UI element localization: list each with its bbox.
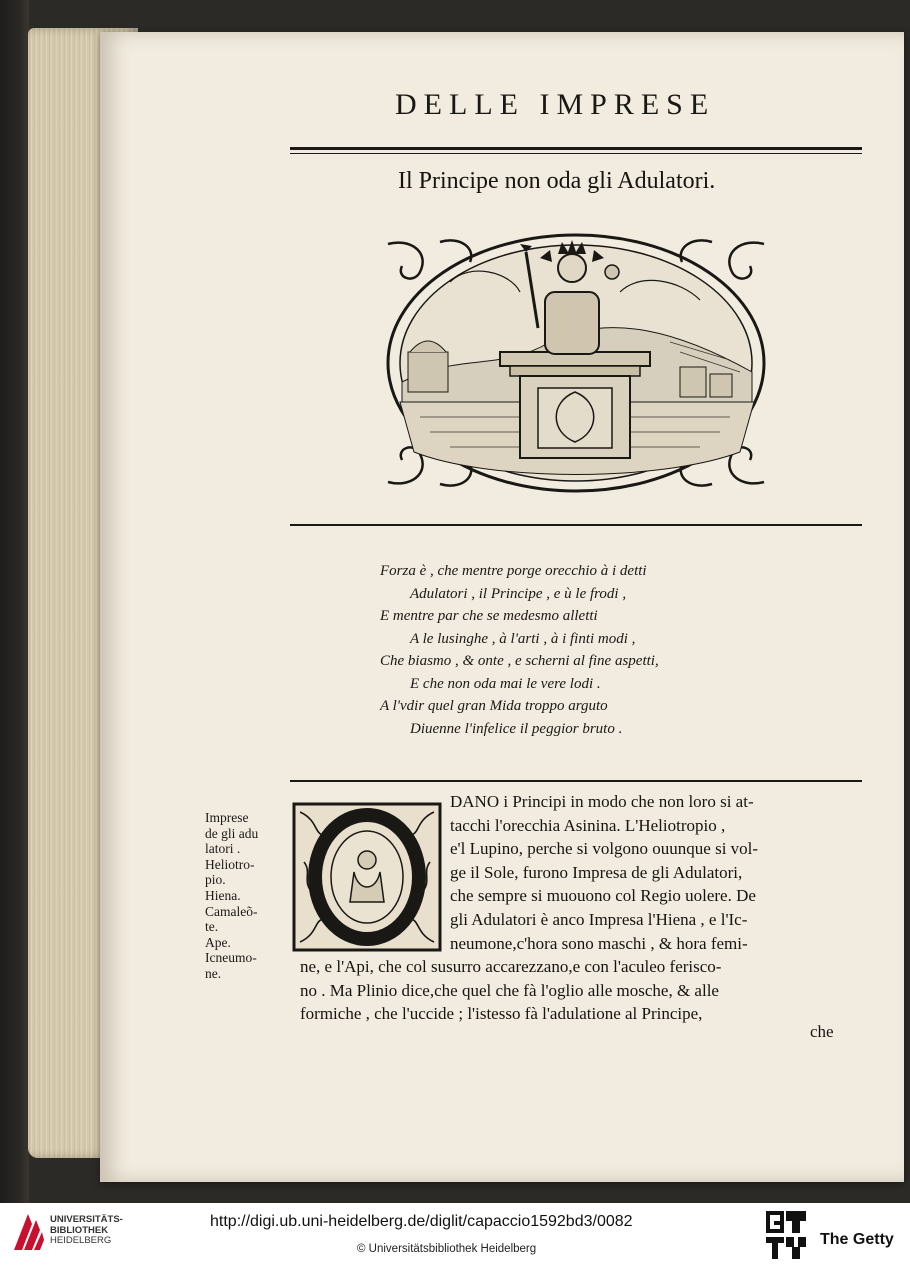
verse — [380, 560, 800, 740]
margin-note: Imprese — [205, 810, 249, 825]
verse-line: Che biasmo , & onte , e scherni al fine aspetti, — [380, 653, 659, 669]
university-logo-icon — [10, 1210, 46, 1252]
rule-top — [290, 147, 862, 150]
verse-line: Forza è , che mentre porge orecchio à i detti — [380, 563, 647, 579]
margin-note: Heliotro- — [205, 856, 255, 872]
rule-mid — [290, 524, 862, 526]
university-name-line: BIBLIOTHEK — [50, 1224, 109, 1236]
verse-line: E che non oda mai le vere lodi . — [410, 675, 601, 692]
copyright-notice: © Universitätsbibliothek Heidelberg — [357, 1243, 537, 1255]
university-name-line: HEIDELBERG — [50, 1235, 112, 1246]
body-line: ge il Sole, furono Impresa de gli Adulatori, — [450, 862, 743, 882]
emblem-title: Il Principe non oda gli Adulatori. — [398, 168, 716, 194]
verse-line: E mentre par che se medesmo alletti — [380, 608, 598, 624]
university-name-line: UNIVERSITÄTS- — [50, 1214, 123, 1225]
margin-note: de gli adu — [205, 825, 259, 841]
body-line: ne, e l'Api, che col susurro accarezzano,e con l'aculeo ferisco- — [300, 957, 722, 977]
body-line: che sempre si muouono col Regio uolere. De — [450, 886, 756, 906]
verse-line: Adulatori , il Principe , e ù le frodi , — [410, 585, 627, 602]
university-name — [50, 1215, 123, 1247]
body-line: tacchi l'orecchia Asinina. L'Heliotropio , — [450, 815, 726, 835]
margin-note: latori . — [205, 841, 241, 857]
body-line: gli Adulatori è anco Impresa l'Hiena , e l'Ic- — [450, 909, 748, 929]
catchword: che — [810, 1022, 834, 1041]
margin-note: Ape. — [205, 934, 231, 950]
partner-name: The Getty — [820, 1231, 894, 1248]
source-url-link[interactable]: http://digi.ub.uni-heidelberg.de/diglit/capaccio1592bd3/0082 — [210, 1213, 633, 1230]
verse-line: Diuenne l'infelice il peggior bruto . — [410, 720, 623, 737]
viewer-footer — [0, 1203, 910, 1266]
body-line: formiche , che l'uccide ; l'istesso fà l'adulatione al Principe, — [300, 1004, 703, 1024]
margin-notes — [205, 810, 297, 982]
margin-note: ne. — [205, 965, 222, 981]
body-paragraph — [300, 790, 870, 1026]
verse-line: A le lusinghe , à l'arti , à i finti modi , — [410, 630, 636, 647]
margin-note: Hiena. — [205, 887, 241, 903]
body-line: no . Ma Plinio dice,che quel che fà l'oglio alle mosche, & alle — [300, 980, 719, 1000]
getty-logo-icon — [766, 1211, 806, 1259]
woodcut-illustration — [380, 232, 772, 494]
body-line: e'l Lupino, perche si volgono ouunque si vol- — [450, 839, 759, 859]
verse-line: A l'vdir quel gran Mida troppo arguto — [380, 698, 608, 714]
running-head: DELLE IMPRESE — [395, 88, 716, 121]
margin-note: Icneumo- — [205, 950, 257, 966]
rule-low — [290, 780, 862, 782]
rule-top-thin — [290, 153, 862, 154]
body-line: DANO i Principi in modo che non loro si at- — [450, 792, 754, 811]
margin-note: te. — [205, 919, 219, 935]
margin-note: Camaleõ- — [205, 903, 258, 919]
margin-note: pio. — [205, 872, 226, 888]
drop-cap-O — [292, 802, 442, 952]
body-line: neumone,c'hora sono maschi , & hora femi- — [450, 933, 748, 953]
